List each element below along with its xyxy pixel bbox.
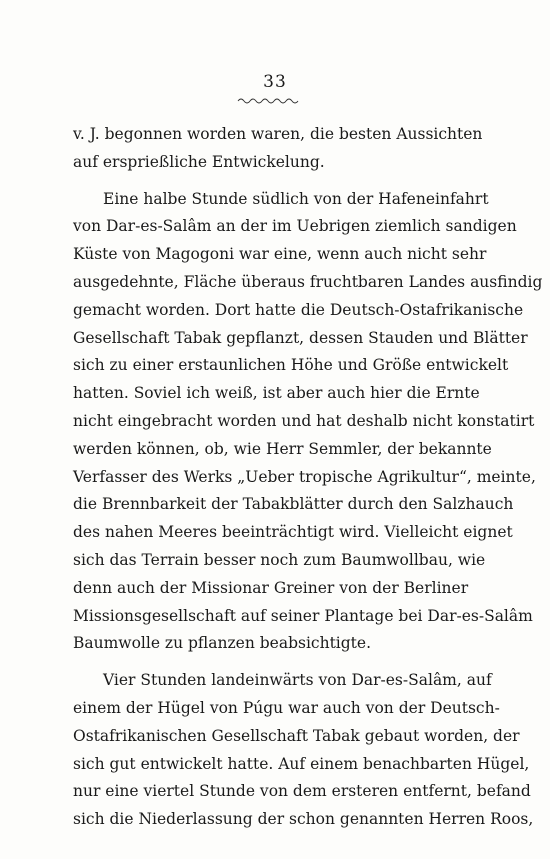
text-line: Küste von Magogoni war eine, wenn auch nicht sehr [73,245,487,264]
text-line: Vier Stunden landeinwärts von Dar-es-Salâm, auf [103,671,492,690]
ornamental-rule [236,96,302,106]
text-line: nicht eingebracht worden und hat deshalb nicht konstatirt [73,411,535,430]
text-line: Eine halbe Stunde südlich von der Hafeneinfahrt [103,189,489,208]
text-line: auf ersprießliche Entwickelung. [73,152,325,171]
text-line: sich die Niederlassung der schon genannten Herren Roos, [73,810,534,829]
text-line: Missionsgesellschaft auf seiner Plantage bei Dar-es-Salâm [73,606,533,625]
text-line: ausgedehnte, Fläche überaus fruchtbaren Landes ausfindig [73,272,543,291]
text-line: v. J. begonnen worden waren, die besten Aussichten [73,125,483,143]
text-line: denn auch der Missionar Greiner von der Berliner [73,578,469,597]
text-line: sich zu einer erstaunlichen Höhe und Größe entwickelt [73,356,509,375]
text-line: nur eine viertel Stunde von dem ersteren entfernt, befand [73,782,531,801]
text-line: Verfasser des Werks „Ueber tropische Agrikultur“, meinte, [73,467,536,486]
text-line: Gesellschaft Tabak gepflanzt, dessen Stauden und Blätter [73,328,528,347]
text-line: hatten. Soviel ich weiß, ist aber auch hier die Ernte [73,384,480,403]
text-line: sich gut entwickelt hatte. Auf einem benachbarten Hügel, [73,754,530,773]
text-line: von Dar-es-Salâm an der im Uebrigen ziemlich sandigen [73,217,517,236]
text-line: gemacht worden. Dort hatte die Deutsch-Ostafrikanische [73,300,524,319]
text-line: sich das Terrain besser noch zum Baumwollbau, wie [73,550,486,569]
text-line: werden können, ob, wie Herr Semmler, der bekannte [73,439,492,458]
text-line: einem der Hügel von Púgu war auch von der Deutsch- [73,698,500,717]
text-line: Ostafrikanischen Gesellschaft Tabak gebaut worden, der [73,726,520,745]
text-line: des nahen Meeres beeinträchtigt wird. Vielleicht eignet [73,523,513,542]
body-text [73,121,543,834]
page-number: 33 [263,72,287,92]
text-line: Baumwolle zu pflanzen beabsichtigte. [73,634,372,653]
text-line: die Brennbarkeit der Tabakblätter durch den Salzhauch [73,495,514,514]
